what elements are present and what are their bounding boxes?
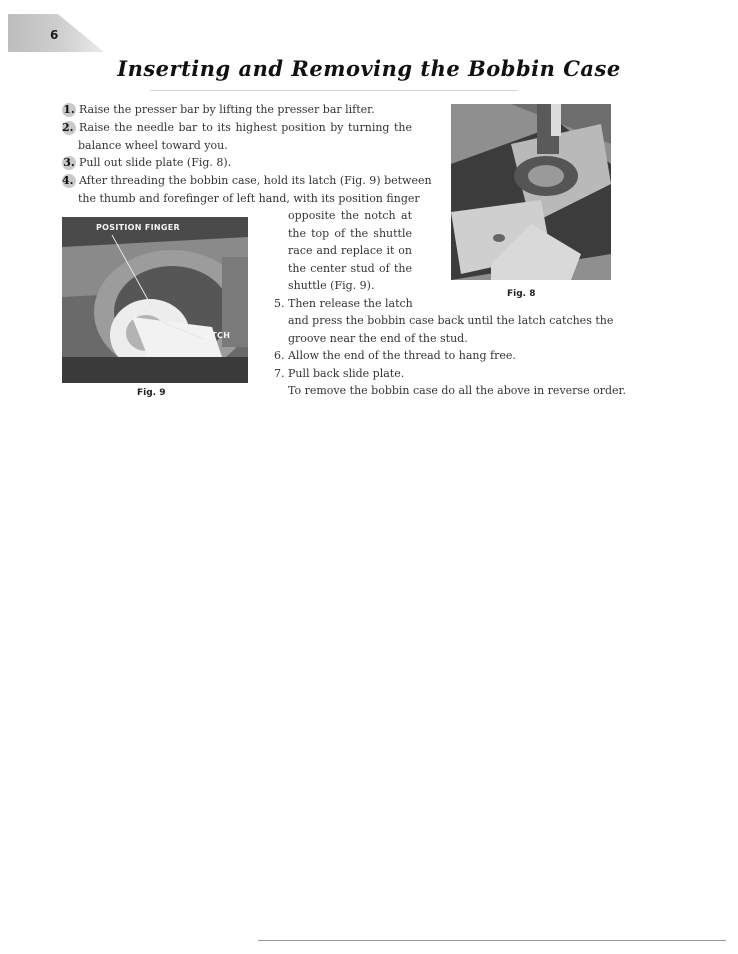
sewing-machine-slide-plate-image	[451, 104, 611, 280]
step-2-continued: balance wheel toward you.	[78, 139, 228, 152]
page-number: 6	[50, 28, 59, 42]
step-text: Pull out slide plate (Fig. 8).	[79, 156, 232, 169]
step-number-badge: 3.	[63, 156, 75, 169]
step-4-continued: the top of the shuttle	[288, 227, 412, 240]
step-4-continued: race and replace it on	[288, 244, 412, 257]
latch-label: LATCH	[200, 331, 231, 340]
closing-note: To remove the bobbin case do all the above in reverse order.	[288, 384, 627, 397]
step-1	[62, 101, 375, 119]
step-4-continued: shuttle (Fig. 9).	[288, 279, 375, 292]
bobbin-case-insertion-image	[62, 217, 248, 383]
figure-9-photo	[62, 217, 248, 383]
step-text: Raise the needle bar to its highest position by turning the	[79, 121, 412, 134]
step-number-badge: 4.	[62, 174, 76, 188]
footer-rule	[258, 940, 726, 941]
step-text: After threading the bobbin case, hold its latch (Fig. 9) between	[79, 174, 432, 187]
step-6: 6. Allow the end of the thread to hang free.	[274, 349, 516, 362]
step-5: 5. Then release the latch	[274, 297, 413, 310]
step-5-continued: and press the bobbin case back until the latch catches the	[288, 314, 614, 327]
figure-9-caption: Fig. 9	[137, 388, 166, 398]
step-text: Raise the presser bar by lifting the presser bar lifter.	[79, 103, 375, 116]
step-7: 7. Pull back slide plate.	[274, 367, 405, 380]
step-2	[62, 119, 412, 137]
step-4	[62, 172, 432, 190]
step-number-badge: 1.	[63, 103, 75, 116]
step-3	[62, 154, 231, 172]
page-title: Inserting and Removing the Bobbin Case	[117, 56, 621, 81]
step-5-continued: groove near the end of the stud.	[288, 332, 468, 345]
figure-8-photo	[451, 104, 611, 280]
step-number-badge: 2.	[62, 121, 76, 135]
title-divider	[150, 90, 518, 91]
step-4-continued: opposite the notch at	[288, 209, 412, 222]
position-finger-label: POSITION FINGER	[96, 223, 180, 232]
step-4-continued: the thumb and forefinger of left hand, with its position finger	[78, 192, 420, 205]
figure-8-caption: Fig. 8	[507, 289, 536, 299]
step-4-continued: the center stud of the	[288, 262, 412, 275]
